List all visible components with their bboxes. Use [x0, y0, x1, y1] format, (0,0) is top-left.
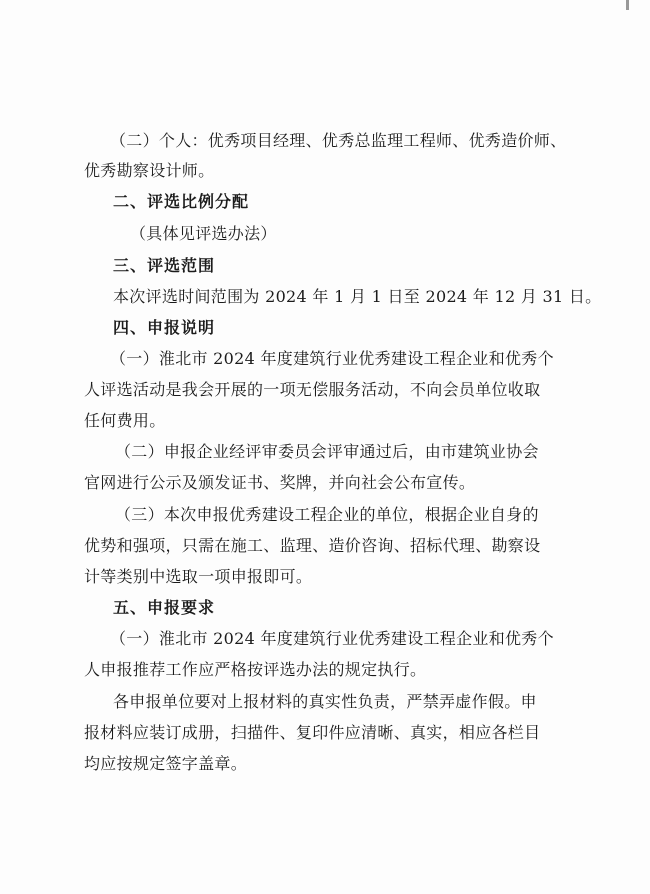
text-line-individual-awards: （二）个人：优秀项目经理、优秀总监理工程师、优秀造价师、 [110, 131, 567, 150]
text-line-individual-awards-cont: 优秀勘察设计师。 [84, 161, 215, 180]
text-line-ratio-note: （具体见评选办法） [130, 224, 277, 243]
text-line-requirements-2a: 各申报单位要对上报材料的真实性负责，严禁弄虚作假。申 [113, 692, 537, 711]
text-line-requirements-2b: 报材料应装订成册，扫描件、复印件应清晰、真实，相应各栏目 [84, 723, 541, 742]
text-line-instructions-1b: 人评选活动是我会开展的一项无偿服务活动，不向会员单位收取 [84, 380, 541, 399]
section-heading-scope: 三、评选范围 [113, 256, 216, 275]
text-line-instructions-2b: 官网进行公示及颁发证书、奖牌，并向社会公布宣传。 [84, 473, 476, 492]
scan-mark [626, 0, 629, 10]
text-line-scope: 本次评选时间范围为 2024 年 1 月 1 日至 2024 年 12 月 31 日。 [113, 287, 602, 306]
section-heading-requirements: 五、申报要求 [113, 598, 216, 617]
text-line-requirements-2c: 均应按规定签字盖章。 [84, 754, 248, 773]
section-heading-ratio: 二、评选比例分配 [113, 192, 250, 211]
text-line-instructions-2a: （二）申报企业经评审委员会评审通过后，由市建筑业协会 [115, 442, 539, 461]
text-line-instructions-3b: 优势和强项，只需在施工、监理、造价咨询、招标代理、勘察设 [84, 536, 541, 555]
section-heading-instructions: 四、申报说明 [113, 318, 216, 337]
text-line-instructions-1c: 任何费用。 [84, 411, 166, 430]
text-line-instructions-3c: 计等类别中选取一项申报即可。 [84, 567, 313, 586]
text-line-instructions-1a: （一）淮北市 2024 年度建筑行业优秀建设工程企业和优秀个 [110, 349, 554, 368]
text-line-requirements-1b: 人申报推荐工作应严格按评选办法的规定执行。 [84, 660, 427, 679]
text-line-requirements-1a: （一）淮北市 2024 年度建筑行业优秀建设工程企业和优秀个 [110, 629, 554, 648]
text-line-instructions-3a: （三）本次申报优秀建设工程企业的单位，根据企业自身的 [115, 505, 539, 524]
